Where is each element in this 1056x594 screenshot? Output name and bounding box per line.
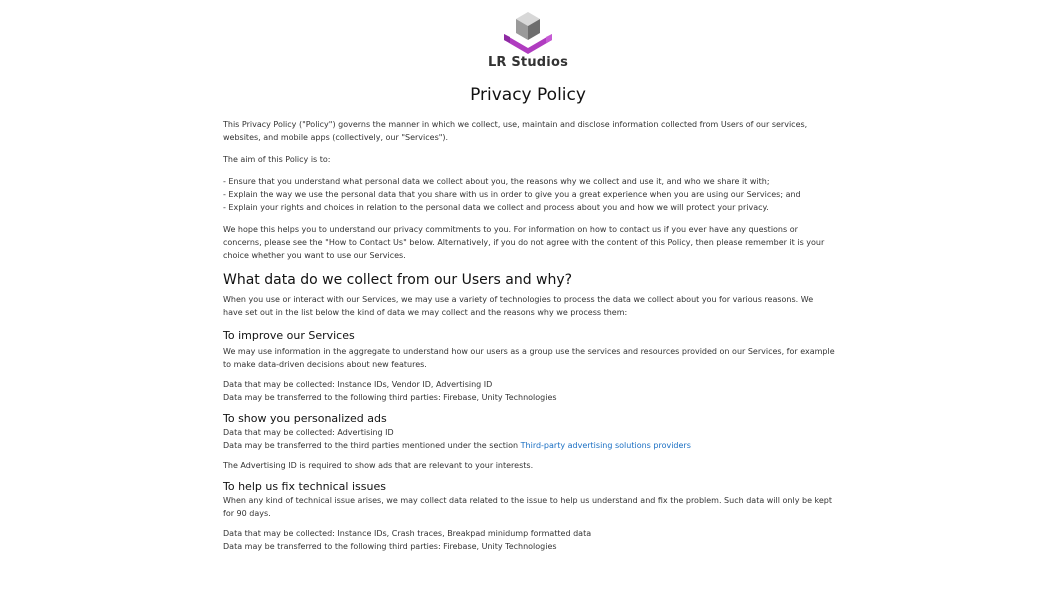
- technical-heading: To help us fix technical issues: [223, 480, 386, 493]
- aim-bullet: - Explain the way we use the personal data that you share with us in order to give you a great experience when you are using our Services; and: [223, 190, 801, 199]
- page-title: Privacy Policy: [470, 85, 586, 105]
- improve-paragraph: We may use information in the aggregate to understand how our users as a group use the services and resources provided on our Services, for example to make data-driven decisions about new features.: [223, 347, 835, 369]
- brand-name: LR Studios: [487, 55, 569, 70]
- improve-collected: Data that may be collected: Instance IDs, Vendor ID, Advertising ID: [223, 380, 493, 389]
- technical-paragraph: When any kind of technical issue arises, we may collect data related to the issue to help us understand and fix the problem. Such data will only be kept for 90 days.: [223, 496, 833, 518]
- aim-bullet: - Explain your rights and choices in relation to the personal data we collect and process about you and how we will protect your privacy.: [223, 203, 769, 212]
- improve-transferred: Data may be transferred to the following third parties: Firebase, Unity Technologies: [223, 393, 557, 402]
- policy-content: [223, 118, 835, 553]
- ads-collected: Data that may be collected: Advertising ID: [223, 428, 394, 437]
- intro-paragraph: This Privacy Policy ("Policy") governs the manner in which we collect, use, maintain and disclose information collected from Users of our services, websites, and mobile apps (collectively, our "Services").: [223, 120, 808, 142]
- section-paragraph: When you use or interact with our Services, we may use a variety of technologies to process the data we collect about you for various reasons. We have set out in the list below the kind of data we may collect and the reasons why we process them:: [223, 295, 814, 317]
- ads-transferred-prefix: Data may be transferred to the third parties mentioned under the section: [223, 441, 521, 450]
- cube-logo-icon: [500, 10, 556, 56]
- ads-transferred: [223, 439, 835, 452]
- aim-paragraph: The aim of this Policy is to:: [223, 155, 331, 164]
- commitment-paragraph: We hope this helps you to understand our privacy commitments to you. For information on how to contact us if you ever have any questions or concerns, please see the "How to Contact Us" below. Alternatively, if you do not agree with the content of this Policy, then please remember it is your choice whether you want to use our Services.: [223, 225, 825, 260]
- technical-transferred: Data may be transferred to the following third parties: Firebase, Unity Technologies: [223, 542, 557, 551]
- ads-note: The Advertising ID is required to show ads that are relevant to your interests.: [223, 461, 534, 470]
- section-heading: What data do we collect from our Users and why?: [223, 272, 573, 288]
- aim-bullet: - Ensure that you understand what personal data we collect about you, the reasons why we collect and use it, and who we share it with;: [223, 177, 770, 186]
- technical-collected: Data that may be collected: Instance IDs, Crash traces, Breakpad minidump formatted data: [223, 529, 592, 538]
- third-party-ads-link[interactable]: Third-party advertising solutions providers: [520, 441, 691, 450]
- improve-heading: To improve our Services: [223, 329, 355, 342]
- ads-heading: To show you personalized ads: [223, 412, 387, 425]
